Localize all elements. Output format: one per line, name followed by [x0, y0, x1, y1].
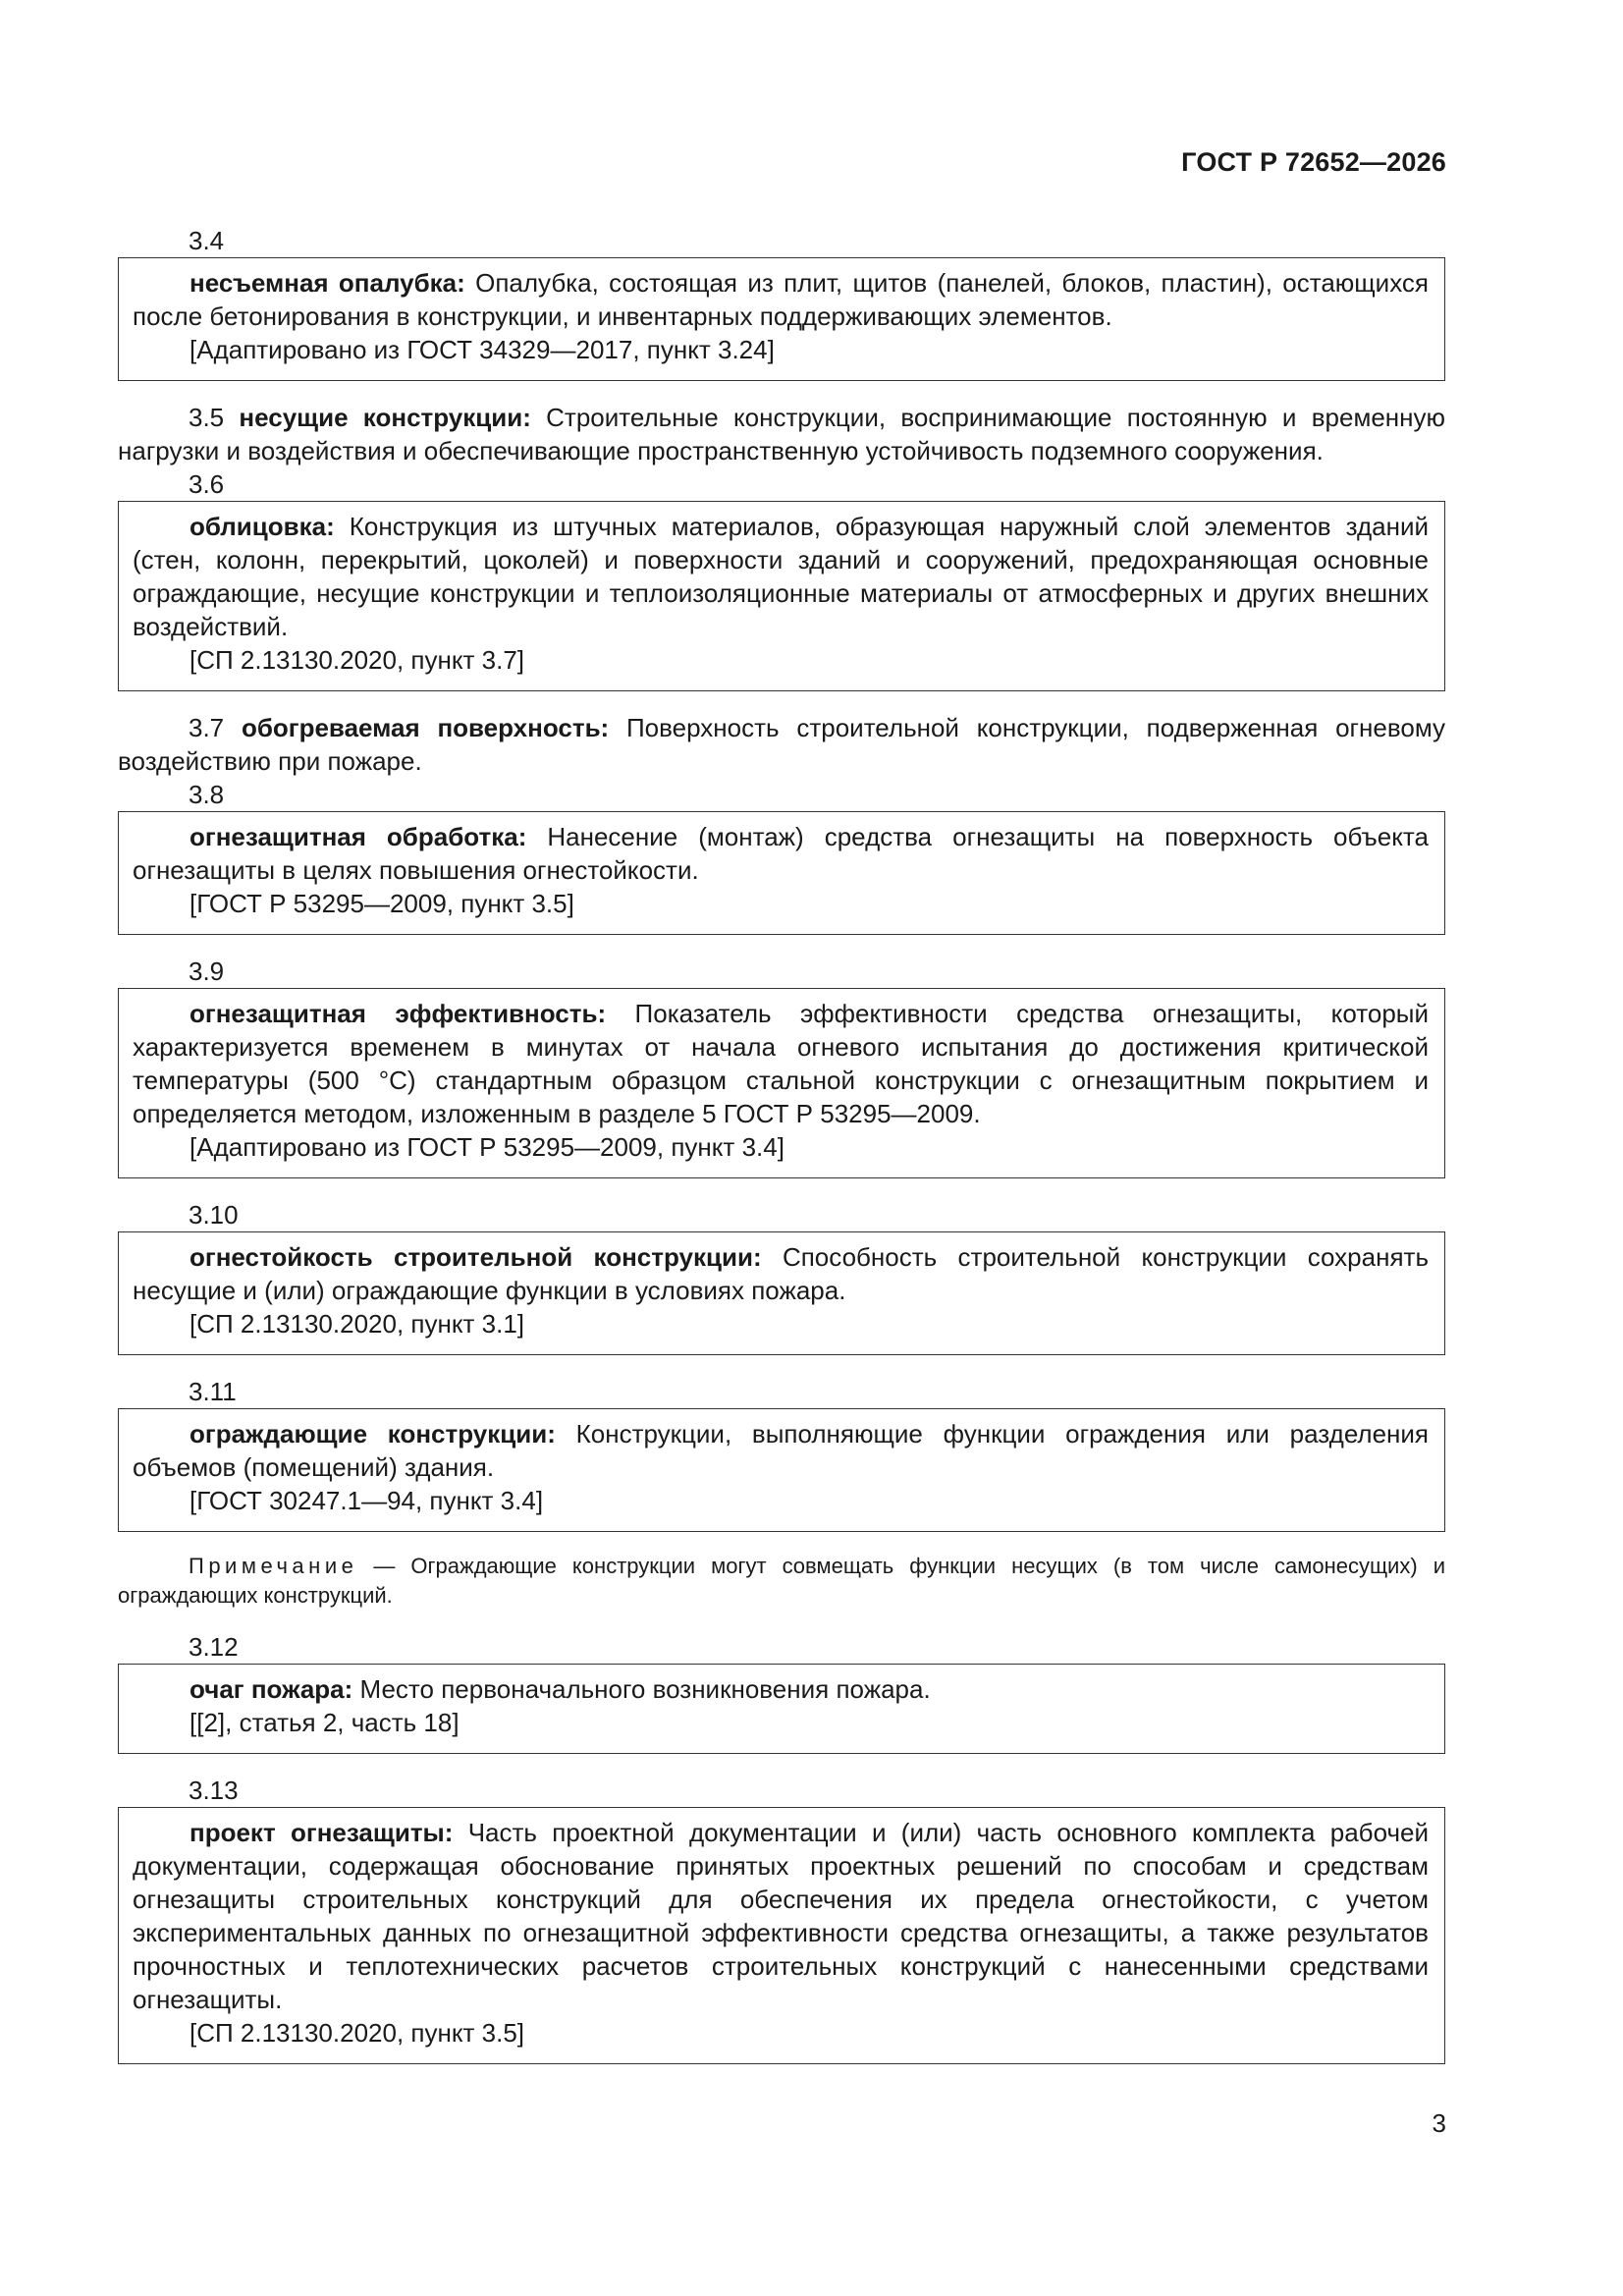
term-source: [[2], статья 2, часть 18] [189, 1708, 460, 1737]
term-name: проект огнезащиты: [189, 1818, 454, 1847]
term-number: 3.6 [189, 469, 225, 499]
term-number: 3.9 [189, 957, 225, 986]
term-text: Опалубка, состоящая из плит, щитов (панелей, блоков, пластин), остающихся после бетонирования в конструкции, и инвентарных поддерживающих элементов. [133, 268, 1429, 331]
term-text: Место первоначального возникновения пожара. [352, 1674, 931, 1704]
term-box-3-13 [118, 1807, 1445, 2064]
term-name: огнестойкость строительной конструкции: [189, 1242, 762, 1272]
term-source: [Адаптировано из ГОСТ Р 53295—2009, пункт 3.4] [189, 1132, 784, 1162]
term-definition [133, 1417, 1429, 1484]
term-definition [133, 1816, 1429, 2016]
term-number: 3.8 [189, 780, 225, 809]
term-text: Конструкции, выполняющие функции ограждения или разделения объемов (помещений) здания. [133, 1419, 1430, 1482]
term-paragraph-3-5 [118, 401, 1445, 467]
term-box-3-8 [118, 811, 1445, 935]
term-box-3-6 [118, 501, 1445, 691]
term-note [118, 1552, 1445, 1611]
term-definition [133, 510, 1429, 643]
term-text: Нанесение (монтаж) средства огнезащиты на поверхность объекта огнезащиты в целях повышения огнестойкости. [133, 822, 1429, 885]
term-name: огнезащитная эффективность: [189, 999, 607, 1028]
term-name: огнезащитная обработка: [189, 822, 527, 851]
term-source: [ГОСТ Р 53295—2009, пункт 3.5] [189, 889, 574, 918]
term-source: [СП 2.13130.2020, пункт 3.7] [189, 645, 525, 675]
term-name: облицовка: [189, 512, 335, 541]
term-number: 3.12 [189, 1632, 239, 1662]
term-number: 3.4 [189, 226, 225, 255]
term-text: Часть проектной документации и (или) часть основного комплекта рабочей документации, содержащая обоснование принятых проектных решений по способам и средствам огнезащиты строительных конструкций для обеспечения их предела огнестойкости, с учетом экспериментальных данных по огнезащитной эффективности средства огнезащиты, а также результатов прочностных и теплотехнических расчетов строительных конструкций с нанесенными средствами огнезащиты. [133, 1818, 1429, 2014]
term-number: 3.13 [189, 1776, 239, 1805]
term-box-3-11 [118, 1408, 1445, 1532]
term-number: 3.10 [189, 1200, 239, 1230]
term-definition [133, 820, 1429, 887]
term-paragraph-3-7 [118, 711, 1445, 778]
term-source: [ГОСТ 30247.1—94, пункт 3.4] [189, 1486, 544, 1515]
note-label: Примечание [189, 1554, 358, 1578]
page-number: 3 [1432, 2108, 1446, 2138]
term-box-3-9 [118, 988, 1445, 1178]
term-source: [СП 2.13130.2020, пункт 3.1] [189, 1309, 525, 1339]
term-box-3-4 [118, 257, 1445, 381]
term-text: Поверхность строительной конструкции, подверженная огневому воздействию при пожаре. [118, 713, 1445, 776]
document-id-header: ГОСТ Р 72652—2026 [1181, 147, 1446, 177]
term-definition [133, 1240, 1429, 1307]
term-number: 3.5 [189, 403, 225, 432]
term-name: несущие конструкции: [239, 403, 531, 432]
term-name: обогреваемая поверхность: [241, 713, 610, 742]
term-box-3-10 [118, 1231, 1445, 1355]
term-box-3-12 [118, 1664, 1445, 1754]
terms-section [118, 224, 1445, 2084]
note-text: — Ограждающие конструкции могут совмещать функции несущих (в том числе самонесущих) и ограждающих конструкций. [118, 1554, 1445, 1608]
term-source: [СП 2.13130.2020, пункт 3.5] [189, 2018, 525, 2048]
term-text: Показатель эффективности средства огнезащиты, который характеризуется временем в минутах от начала огневого испытания до достижения критической температуры (500 °С) стандартным образцом стальной конструкции с огнезащитным покрытием и определяется методом, изложенным в разделе 5 ГОСТ Р 53295—2009. [133, 999, 1429, 1128]
term-name: ограждающие конструкции: [189, 1419, 556, 1449]
term-name: очаг пожара: [189, 1674, 353, 1704]
term-text: Способность строительной конструкции сохранять несущие и (или) ограждающие функции в условиях пожара. [133, 1242, 1429, 1305]
term-text: Конструкция из штучных материалов, образующая наружный слой элементов зданий (стен, колонн, перекрытий, цоколей) и поверхности зданий и сооружений, предохраняющая основные ограждающие, несущие конструкции и теплоизоляционные материалы от атмосферных и других внешних воздействий. [133, 512, 1429, 641]
term-text: Строительные конструкции, воспринимающие постоянную и временную нагрузки и воздействия и обеспечивающие пространственную устойчивость подземного сооружения. [118, 403, 1445, 465]
term-definition [133, 1672, 1429, 1706]
term-number: 3.7 [189, 713, 225, 742]
term-source: [Адаптировано из ГОСТ 34329—2017, пункт 3.24] [189, 335, 775, 364]
term-definition [133, 997, 1429, 1130]
term-number: 3.11 [189, 1377, 237, 1406]
term-definition [133, 266, 1429, 333]
term-name: несъемная опалубка: [189, 268, 465, 298]
